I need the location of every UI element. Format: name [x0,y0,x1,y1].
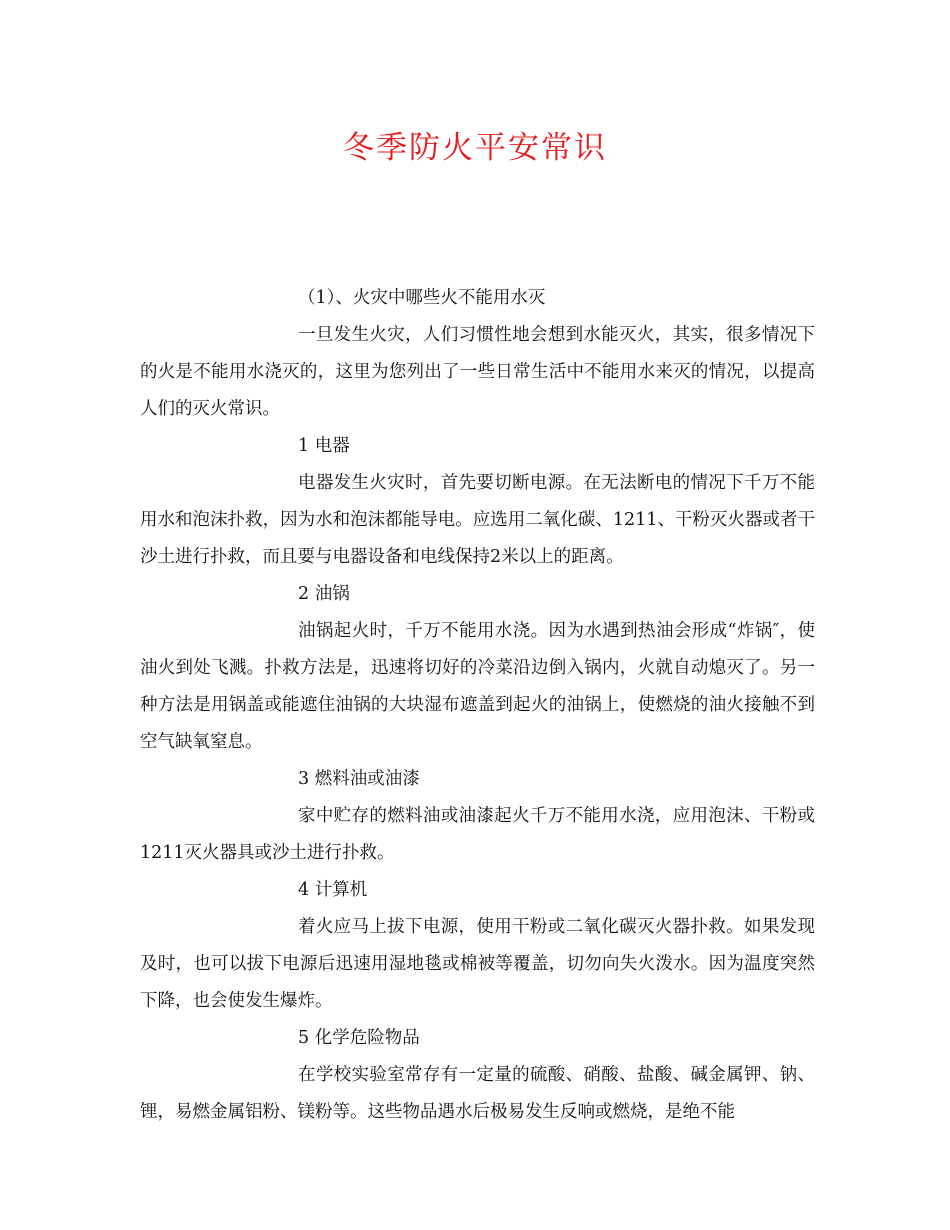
section-heading: 4 计算机 [298,880,368,900]
paragraph: 在学校实验室常存有一定量的硫酸、硝酸、盐酸、碱金属钾、钠、锂，易燃金属铝粉、镁粉等。这些物品遇水后极易发生反响或燃烧，是绝不能 [140,1065,815,1122]
document-title: 冬季防火平安常识 [343,130,607,166]
paragraph: 着火应马上拔下电源，使用干粉或二氧化碳灭火器扑救。如果发现及时，也可以拔下电源后迅速用湿地毯或棉被等覆盖，切勿向失火泼水。因为温度突然下降，也会使发生爆炸。 [140,917,815,1011]
section-heading: 5 化学危险物品 [298,1028,420,1048]
document-body [140,280,815,1131]
section-heading: 1 电器 [298,436,350,456]
paragraph: 家中贮存的燃料油或油漆起火千万不能用水浇，应用泡沫、干粉或1211灭火器具或沙土进行扑救。 [140,806,815,863]
section-heading: 2 油锅 [298,584,350,604]
paragraph: 一旦发生火灾，人们习惯性地会想到水能灭火，其实，很多情况下的火是不能用水浇灭的，这里为您列出了一些日常生活中不能用水来灭的情况，以提高人们的灭火常识。 [140,325,815,419]
paragraph: 油锅起火时，千万不能用水浇。因为水遇到热油会形成“炸锅″，使油火到处飞溅。扑救方法是，迅速将切好的冷菜沿边倒入锅内，火就自动熄灭了。另一种方法是用锅盖或能遮住油锅的大块湿布遮盖到起火的油锅上，使燃烧的油火接触不到空气缺氧窒息。 [140,621,815,752]
section-heading: （1）、火灾中哪些火不能用水灭 [298,288,546,308]
section-heading: 3 燃料油或油漆 [298,769,420,789]
paragraph: 电器发生火灾时，首先要切断电源。在无法断电的情况下千万不能用水和泡沫扑救，因为水和泡沫都能导电。应选用二氧化碳、1211、干粉灭火器或者干沙土进行扑救，而且要与电器设备和电线保持2米以上的距离。 [140,473,815,567]
